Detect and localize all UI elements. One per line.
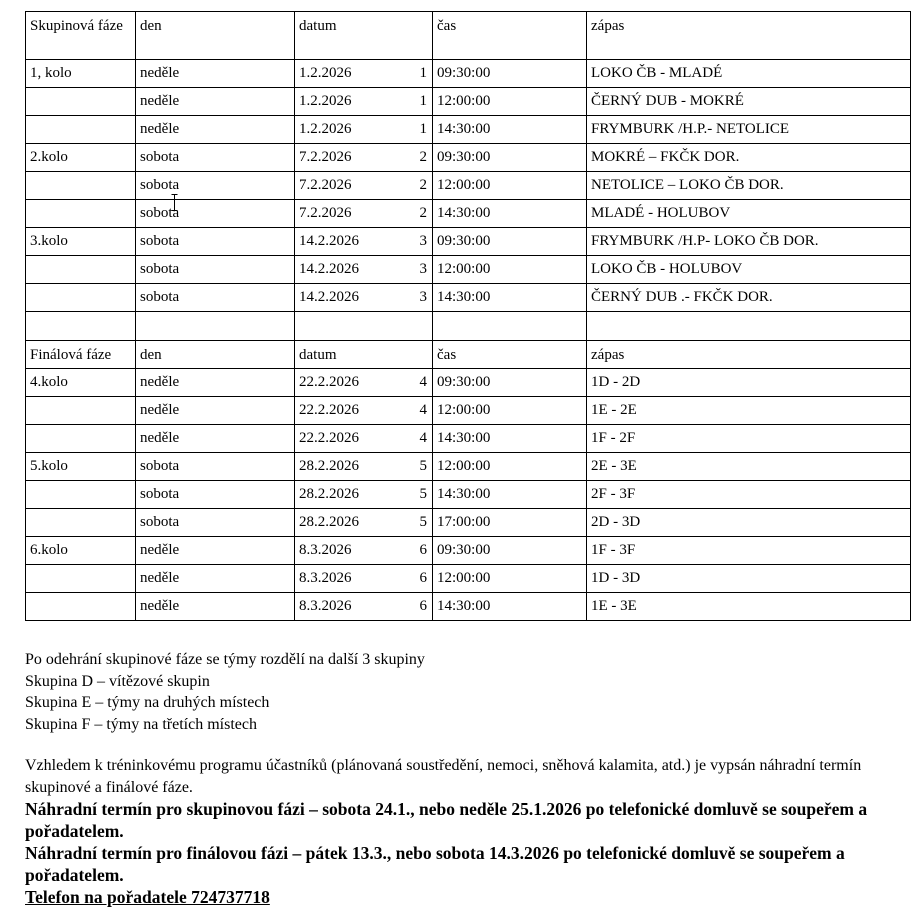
day-cell: sobota (136, 200, 295, 228)
table-row (26, 509, 911, 537)
date-cell (295, 60, 433, 88)
match-cell: MLADÉ - HOLUBOV (587, 200, 911, 228)
round-number: 3 (419, 233, 427, 249)
phase-cell (26, 509, 136, 537)
date-value: 14.2.2026 (299, 233, 359, 249)
date-value: 1.2.2026 (299, 65, 352, 81)
round-number: 4 (419, 430, 427, 446)
phase-cell: 2.kolo (26, 144, 136, 172)
table-row (26, 425, 911, 453)
round-number: 4 (419, 402, 427, 418)
phase-cell (26, 397, 136, 425)
final-stage-header-row (26, 341, 911, 369)
day-cell: sobota (136, 284, 295, 312)
header-time: čas (433, 12, 587, 60)
match-cell: 1F - 3F (587, 537, 911, 565)
time-cell: 09:30:00 (433, 537, 587, 565)
time-cell: 09:30:00 (433, 60, 587, 88)
match-cell: 1E - 2E (587, 397, 911, 425)
header-phase: Skupinová fáze (26, 12, 136, 60)
table-row (26, 284, 911, 312)
table-row (26, 369, 911, 397)
day-cell: neděle (136, 425, 295, 453)
time-cell: 14:30:00 (433, 116, 587, 144)
match-cell: 2F - 3F (587, 481, 911, 509)
day-cell: neděle (136, 537, 295, 565)
date-cell (295, 256, 433, 284)
table-row (26, 565, 911, 593)
phase-cell (26, 172, 136, 200)
schedule-table (25, 11, 911, 621)
organizer-phone: Telefon na pořadatele 724737718 (25, 887, 270, 907)
table-row (26, 537, 911, 565)
round-number: 5 (419, 458, 427, 474)
date-cell (295, 144, 433, 172)
table-row (26, 453, 911, 481)
match-cell: LOKO ČB - HOLUBOV (587, 256, 911, 284)
time-cell: 12:00:00 (433, 453, 587, 481)
table-row (26, 88, 911, 116)
phase-cell (26, 481, 136, 509)
group-stage-header-row (26, 12, 911, 60)
date-cell (295, 284, 433, 312)
empty-cell (587, 312, 911, 341)
round-number: 3 (419, 289, 427, 305)
time-cell: 14:30:00 (433, 481, 587, 509)
day-cell: neděle (136, 116, 295, 144)
group-d-description: Skupina D – vítězové skupin (25, 672, 210, 690)
phase-cell: 4.kolo (26, 369, 136, 397)
round-number: 1 (419, 121, 427, 137)
header-date: datum (295, 12, 433, 60)
date-value: 1.2.2026 (299, 121, 352, 137)
day-cell: sobota (136, 481, 295, 509)
table-row (26, 172, 911, 200)
table-row (26, 144, 911, 172)
date-value: 28.2.2026 (299, 486, 359, 502)
day-cell: sobota (136, 256, 295, 284)
date-cell (295, 453, 433, 481)
empty-cell (433, 312, 587, 341)
header-day: den (136, 12, 295, 60)
date-cell (295, 200, 433, 228)
date-cell (295, 88, 433, 116)
match-cell: 2E - 3E (587, 453, 911, 481)
round-number: 2 (419, 149, 427, 165)
header-day: den (136, 341, 295, 369)
date-value: 7.2.2026 (299, 149, 352, 165)
match-cell: LOKO ČB - MLADÉ (587, 60, 911, 88)
date-value: 7.2.2026 (299, 205, 352, 221)
day-cell: sobota (136, 509, 295, 537)
empty-cell (295, 312, 433, 341)
date-value: 14.2.2026 (299, 289, 359, 305)
phase-cell (26, 200, 136, 228)
time-cell: 12:00:00 (433, 397, 587, 425)
time-cell: 12:00:00 (433, 172, 587, 200)
time-cell: 14:30:00 (433, 284, 587, 312)
time-cell: 14:30:00 (433, 593, 587, 621)
empty-cell (26, 312, 136, 341)
time-cell: 09:30:00 (433, 228, 587, 256)
match-cell: MOKRÉ – FKČK DOR. (587, 144, 911, 172)
day-cell: neděle (136, 593, 295, 621)
table-row (26, 481, 911, 509)
date-cell (295, 228, 433, 256)
round-number: 6 (419, 570, 427, 586)
round-number: 5 (419, 486, 427, 502)
text-cursor-icon (171, 194, 178, 211)
match-cell: 1F - 2F (587, 425, 911, 453)
groups-intro: Po odehrání skupinové fáze se týmy rozdělí na další 3 skupiny (25, 651, 425, 668)
final-stage-backup-date: Náhradní termín pro finálovou fázi – pátek 13.3., nebo sobota 14.3.2026 po telefonické domluvě se soupeřem a pořadatelem. (25, 843, 845, 885)
header-time: čas (433, 341, 587, 369)
date-cell (295, 425, 433, 453)
date-cell (295, 481, 433, 509)
match-cell: ČERNÝ DUB - MOKRÉ (587, 88, 911, 116)
match-cell: 1E - 3E (587, 593, 911, 621)
date-value: 8.3.2026 (299, 598, 352, 614)
phase-cell (26, 425, 136, 453)
round-number: 5 (419, 514, 427, 530)
date-value: 1.2.2026 (299, 93, 352, 109)
date-cell (295, 172, 433, 200)
header-date: datum (295, 341, 433, 369)
phase-cell (26, 284, 136, 312)
date-value: 28.2.2026 (299, 514, 359, 530)
match-cell: FRYMBURK /H.P- LOKO ČB DOR. (587, 228, 911, 256)
date-cell (295, 509, 433, 537)
day-cell: sobota (136, 453, 295, 481)
round-number: 1 (419, 93, 427, 109)
header-match: zápas (587, 341, 911, 369)
time-cell: 12:00:00 (433, 256, 587, 284)
table-row (26, 116, 911, 144)
match-cell: FRYMBURK /H.P.- NETOLICE (587, 116, 911, 144)
day-cell: sobota (136, 228, 295, 256)
table-row (26, 593, 911, 621)
round-number: 1 (419, 65, 427, 81)
phase-cell (26, 565, 136, 593)
round-number: 3 (419, 261, 427, 277)
date-cell (295, 565, 433, 593)
group-f-description: Skupina F – týmy na třetích místech (25, 715, 257, 733)
phase-cell (26, 88, 136, 116)
date-value: 22.2.2026 (299, 402, 359, 418)
date-cell (295, 397, 433, 425)
date-cell (295, 116, 433, 144)
group-stage-backup-date: Náhradní termín pro skupinovou fázi – sobota 24.1., nebo neděle 25.1.2026 po telefonické domluvě se soupeřem a pořadatelem. (25, 799, 868, 841)
table-row (26, 200, 911, 228)
round-number: 6 (419, 542, 427, 558)
match-cell: ČERNÝ DUB .- FKČK DOR. (587, 284, 911, 312)
phase-cell: 6.kolo (26, 537, 136, 565)
notes-section (25, 649, 905, 908)
round-number: 4 (419, 374, 427, 390)
time-cell: 17:00:00 (433, 509, 587, 537)
group-e-description: Skupina E – týmy na druhých místech (25, 694, 270, 711)
table-row (26, 60, 911, 88)
phase-cell: 1, kolo (26, 60, 136, 88)
table-row (26, 256, 911, 284)
match-cell: NETOLICE – LOKO ČB DOR. (587, 172, 911, 200)
phase-cell (26, 593, 136, 621)
round-number: 6 (419, 598, 427, 614)
round-number: 2 (419, 177, 427, 193)
empty-separator-row (26, 312, 911, 341)
header-phase: Finálová fáze (26, 341, 136, 369)
day-cell: neděle (136, 369, 295, 397)
time-cell: 12:00:00 (433, 88, 587, 116)
date-value: 22.2.2026 (299, 430, 359, 446)
header-match: zápas (587, 12, 911, 60)
day-cell: sobota (136, 172, 295, 200)
day-cell: sobota (136, 144, 295, 172)
round-number: 2 (419, 205, 427, 221)
day-cell: neděle (136, 397, 295, 425)
phase-cell: 3.kolo (26, 228, 136, 256)
match-cell: 1D - 3D (587, 565, 911, 593)
date-value: 8.3.2026 (299, 542, 352, 558)
time-cell: 12:00:00 (433, 565, 587, 593)
phase-cell (26, 256, 136, 284)
phase-cell: 5.kolo (26, 453, 136, 481)
date-cell (295, 369, 433, 397)
date-cell (295, 537, 433, 565)
backup-reason: Vzhledem k tréninkovému programu účastníků (plánovaná soustředění, nemoci, sněhová kalamita, atd.) je vypsán náhradní termín skupinové a finálové fáze. (25, 757, 862, 796)
time-cell: 09:30:00 (433, 144, 587, 172)
date-value: 7.2.2026 (299, 177, 352, 193)
day-cell: neděle (136, 60, 295, 88)
time-cell: 14:30:00 (433, 200, 587, 228)
empty-cell (136, 312, 295, 341)
date-value: 8.3.2026 (299, 570, 352, 586)
match-cell: 2D - 3D (587, 509, 911, 537)
day-cell: neděle (136, 565, 295, 593)
table-row (26, 228, 911, 256)
match-cell: 1D - 2D (587, 369, 911, 397)
time-cell: 14:30:00 (433, 425, 587, 453)
phase-cell (26, 116, 136, 144)
date-value: 22.2.2026 (299, 374, 359, 390)
date-value: 14.2.2026 (299, 261, 359, 277)
date-value: 28.2.2026 (299, 458, 359, 474)
time-cell: 09:30:00 (433, 369, 587, 397)
table-row (26, 397, 911, 425)
day-cell: neděle (136, 88, 295, 116)
date-cell (295, 593, 433, 621)
